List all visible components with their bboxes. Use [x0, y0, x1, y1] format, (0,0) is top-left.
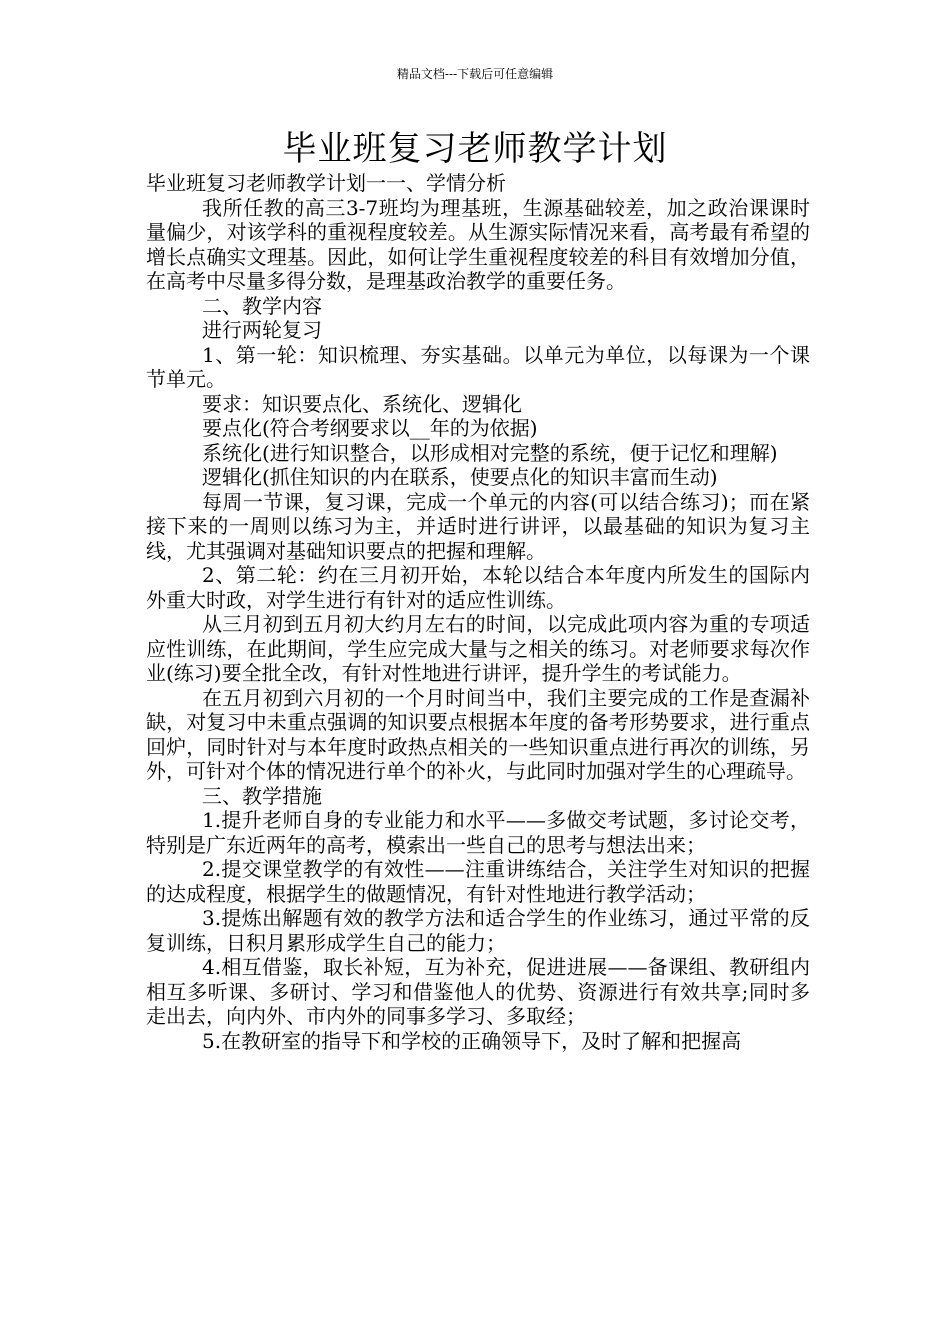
body-paragraph: 1.提升老师自身的专业能力和水平——多做交考试题，多讨论交考，特别是广东近两年的高考，模索出一些自己的思考与想法出来；: [146, 808, 810, 857]
body-paragraph: 三、教学措施: [202, 783, 322, 808]
body-paragraph: 要点化(符合考纲要求以__年的为依据): [202, 416, 538, 440]
body-paragraph: 二、教学内容: [202, 293, 322, 318]
body-paragraph: 1、第一轮：知识梳理、夯实基础。以单元为单位，以每课为一个课节单元。: [146, 342, 810, 391]
body-paragraph: 4.相互借鉴，取长补短，互为补充，促进进展——备课组、教研组内相互多听课、多研讨、学习和借鉴他人的优势、资源进行有效共享;同时多走出去，向内外、市内外的同事多学习、多取经；: [146, 955, 810, 1028]
page-header-note: 精品文档---下载后可任意编辑: [396, 67, 554, 81]
body-paragraph: 2、第二轮：约在三月初开始，本轮以结合本年度内所发生的国际内外重大时政，对学生进行有针对的适应性训练。: [146, 563, 810, 612]
body-paragraph: 进行两轮复习: [202, 318, 322, 342]
body-paragraph: 逻辑化(抓住知识的内在联系，使要点化的知识丰富而生动): [202, 465, 718, 489]
body-paragraph: 从三月初到五月初大约月左右的时间，以完成此项内容为重的专项适应性训练，在此期间，学生应完成大量与之相关的练习。对老师要求每次作业(练习)要全批全改，有针对性地进行讲评，提升学生的考试能力。: [146, 612, 810, 685]
document-title: 毕业班复习老师教学计划: [282, 129, 668, 169]
body-paragraph: 系统化(进行知识整合，以形成相对完整的系统，便于记忆和理解): [202, 440, 778, 465]
body-paragraph: 2.提交课堂教学的有效性——注重讲练结合，关注学生对知识的把握的达成程度，根据学生的做题情况，有针对性地进行教学活动；: [146, 857, 810, 906]
body-paragraph: 要求：知识要点化、系统化、逻辑化: [202, 391, 522, 416]
body-paragraph: 5.在教研室的指导下和学校的正确领导下，及时了解和把握高: [202, 1028, 742, 1053]
body-paragraph: 每周一节课，复习课，完成一个单元的内容(可以结合练习)；而在紧接下来的一周则以练习为主，并适时进行讲评，以最基础的知识为复习主线，尤其强调对基础知识要点的把握和理解。: [146, 489, 810, 563]
body-paragraph: 3.提炼出解题有效的教学方法和适合学生的作业练习，通过平常的反复训练，日积月累形成学生自己的能力；: [146, 906, 810, 955]
body-paragraph: 毕业班复习老师教学计划一一、学情分析: [146, 171, 506, 195]
body-paragraph: 我所任教的高三3-7班均为理基班，生源基础较差，加之政治课课时量偏少，对该学科的重视程度较差。从生源实际情况来看，高考最有希望的增长点确实文理基。因此，如何让学生重视程度较差的科目有效增加分值，在高考中尽量多得分数，是理基政治教学的重要任务。: [146, 195, 810, 293]
document-body: [146, 171, 810, 1053]
body-paragraph: 在五月初到六月初的一个月时间当中，我们主要完成的工作是查漏补缺，对复习中未重点强调的知识要点根据本年度的备考形势要求，进行重点回炉，同时针对与本年度时政热点相关的一些知识重点进行再次的训练，另外，可针对个体的情况进行单个的补火，与此同时加强对学生的心理疏导。: [146, 685, 810, 783]
